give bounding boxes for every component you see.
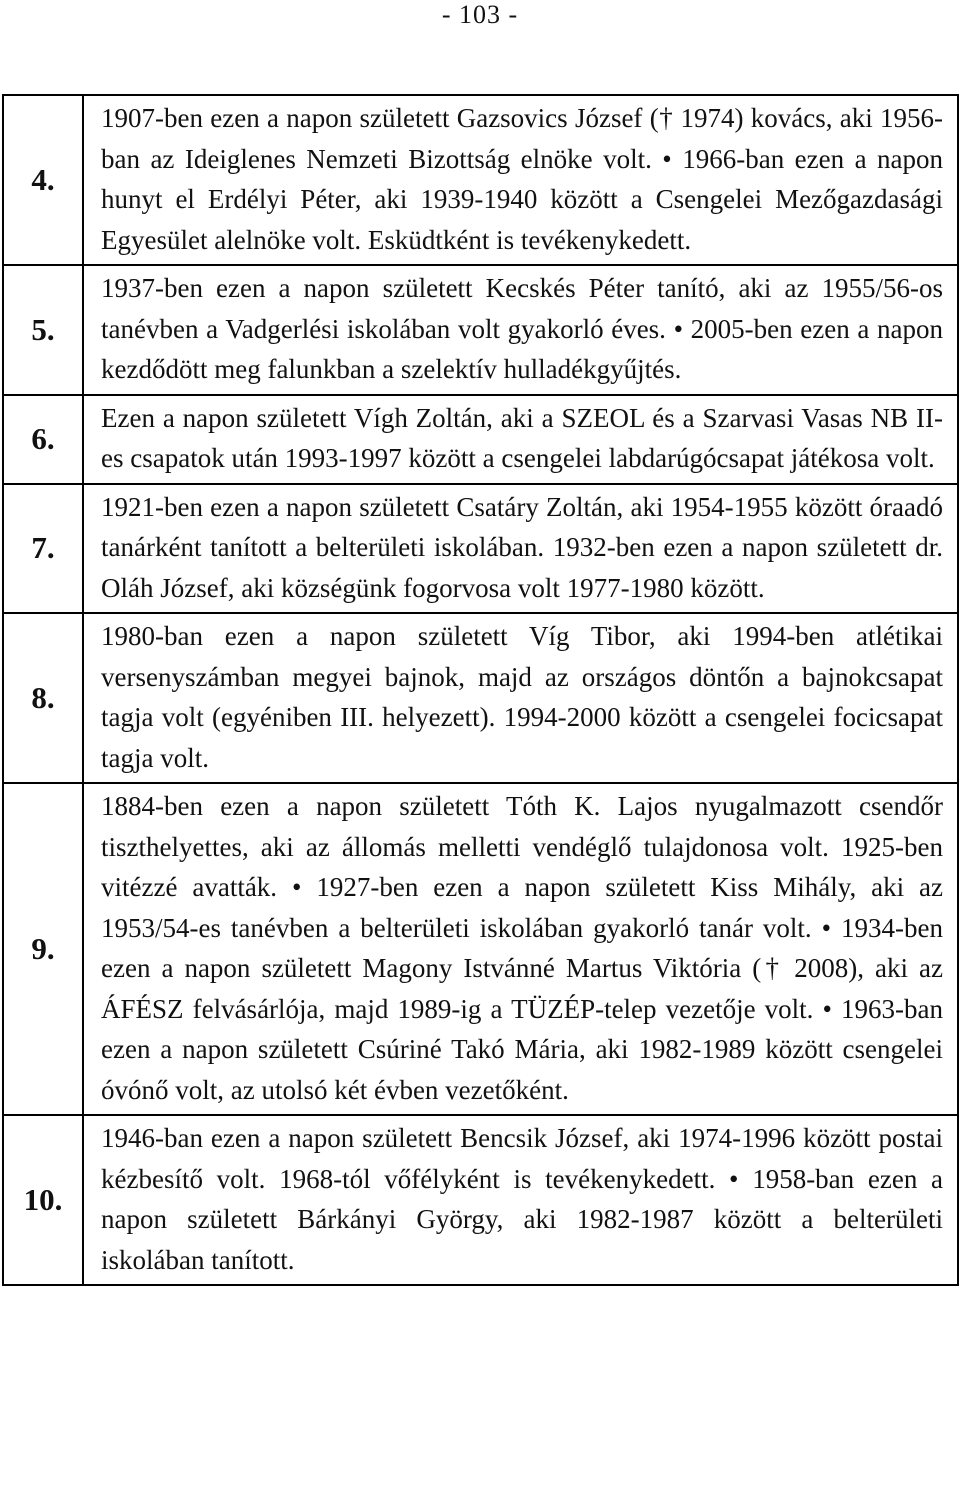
day-number: 8. [3,613,83,783]
entry-text: 1884-ben ezen a napon született Tóth K. Lajos nyugalmazott csendőr tiszthelyettes, aki az állomás melletti vendéglő tulajdonosa volt. 1925-ben vitézzé avatták. • 1927-ben ezen a napon született Kiss Mihály, aki az 1953/54-es tanévben a belterületi iskolában gyakorló tanár volt. • 1934-ben ezen a napon született Magony Istvánné Martus Viktória († 2008), aki az ÁFÉSZ felvásárlója, majd 1989-ig a TÜZÉP-telep vezetője volt. • 1963-ban ezen a napon született Csúriné Takó Mária, aki 1982-1989 között csengelei óvónő volt, az utolsó két évben vezetőként. [83,783,958,1115]
calendar-table [2,94,959,1286]
table-row [3,613,958,783]
table-row [3,783,958,1115]
table-row [3,95,958,265]
table-row [3,484,958,614]
day-number: 4. [3,95,83,265]
table-row [3,395,958,484]
day-number: 6. [3,395,83,484]
entry-text: 1937-ben ezen a napon született Kecskés Péter tanító, aki az 1955/56-os tanévben a Vadgerlési iskolában volt gyakorló éves. • 2005-ben ezen a napon kezdődött meg falunkban a szelektív hulladékgyűjtés. [83,265,958,395]
entry-text: 1907-ben ezen a napon született Gazsovics József († 1974) kovács, aki 1956-ban az Ideiglenes Nemzeti Bizottság elnöke volt. • 1966-ban ezen a napon hunyt el Erdélyi Péter, aki 1939-1940 között a Csengelei Mezőgazdasági Egyesület alelnöke volt. Esküdtként is tevékenykedett. [83,95,958,265]
day-number: 5. [3,265,83,395]
entry-text: 1921-ben ezen a napon született Csatáry Zoltán, aki 1954-1955 között óraadó tanárként tanított a belterületi iskolában. 1932-ben ezen a napon született dr. Oláh József, aki községünk fogorvosa volt 1977-1980 között. [83,484,958,614]
day-number: 9. [3,783,83,1115]
entry-text: 1980-ban ezen a napon született Víg Tibor, aki 1994-ben atlétikai versenyszámban megyei bajnok, majd az országos döntőn a bajnokcsapat tagja volt (egyéniben III. helyezett). 1994-2000 között a csengelei focicsapat tagja volt. [83,613,958,783]
table-row [3,1115,958,1285]
page-number: - 103 - [441,0,519,29]
day-number: 7. [3,484,83,614]
entry-text: Ezen a napon született Vígh Zoltán, aki a SZEOL és a Szarvasi Vasas NB II-es csapatok után 1993-1997 között a csengelei labdarúgócsapat játékosa volt. [83,395,958,484]
entry-text: 1946-ban ezen a napon született Bencsik József, aki 1974-1996 között postai kézbesítő volt. 1968-tól vőfélyként is tevékenykedett. • 1958-ban ezen a napon született Bárkányi György, aki 1982-1987 között a belterületi iskolában tanított. [83,1115,958,1285]
day-number: 10. [3,1115,83,1285]
table-row [3,265,958,395]
